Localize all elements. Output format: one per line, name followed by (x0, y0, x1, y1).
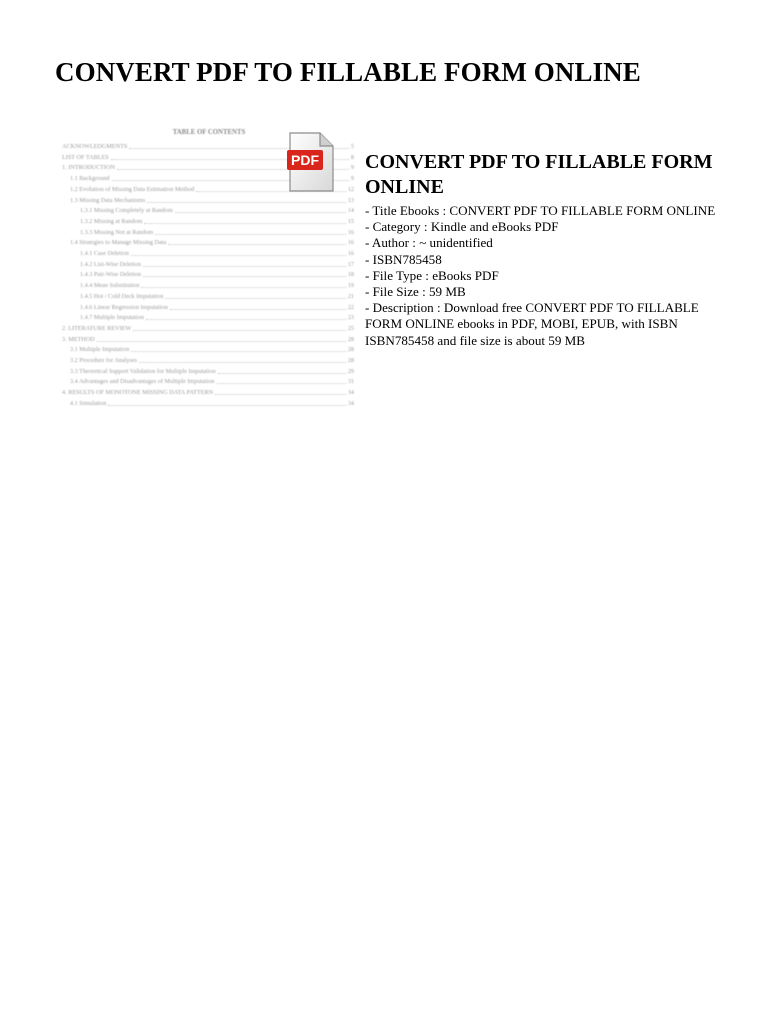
toc-entry-page: 23 (347, 314, 354, 322)
toc-entry (70, 378, 354, 386)
toc-entry (80, 271, 354, 279)
toc-dot-leader (168, 244, 346, 245)
toc-entry-label: 3.4 Advantages and Disadvantages of Multiple Imputation (70, 378, 215, 386)
toc-entry-label: 3.2 Procedure for Analyses (70, 357, 138, 364)
page-title: CONVERT PDF TO FILLABLE FORM ONLINE (55, 57, 641, 87)
toc-entry-page: 22 (347, 303, 354, 311)
pdf-label: PDF (291, 152, 319, 168)
toc-entry-page: 28 (347, 335, 354, 343)
toc-entry-page: 29 (347, 367, 354, 375)
toc-dot-leader (143, 266, 346, 267)
toc-entry-label: 2. LITERATURE REVIEW (62, 324, 132, 332)
toc-entry-label: 1.3 Missing Data Mechanisms (70, 196, 146, 204)
toc-entry-label: 1.4.4 Mean Substitution (80, 282, 140, 290)
toc-entry (80, 229, 354, 237)
toc-entry-label: 3.1 Multiple Imputation (70, 346, 130, 354)
toc-entry-page: 25 (347, 324, 354, 332)
toc-entry-page: 17 (347, 260, 354, 268)
toc-heading: TABLE OF CONTENTS (172, 129, 246, 136)
pdf-file-icon (286, 132, 336, 194)
toc-entry-label: 1.4.1 Case Deletion (80, 250, 129, 257)
toc-dot-leader (108, 405, 345, 406)
toc-entry-label: 1.3.1 Missing Completely at Random (80, 207, 173, 215)
toc-entry-page: 28 (347, 346, 354, 354)
toc-entry-page: 16 (347, 239, 354, 247)
toc-dot-leader (144, 223, 345, 224)
toc-entry (62, 389, 354, 397)
toc-entry-page: 18 (347, 271, 354, 279)
toc-dot-leader (146, 319, 346, 320)
toc-entry-label: 4. RESULTS OF MONOTONE MISSING DATA PATTERN (62, 389, 214, 397)
toc-dot-leader (131, 255, 346, 256)
meta-isbn: - ISBN785458 (365, 251, 442, 267)
toc-dot-leader (218, 373, 346, 374)
toc-entry (62, 325, 354, 333)
toc-entry-page: 19 (347, 282, 354, 290)
toc-entry-page: 13 (347, 196, 354, 204)
toc-entry-page: 21 (347, 292, 354, 300)
meta-description: - Description : Download free CONVERT PDF TO FILLABLE FORM ONLINE ebooks in PDF, MOBI, EPUB, with ISBN ISBN785458 and file size is about 59 MB (365, 300, 699, 348)
toc-entry (70, 197, 354, 205)
toc-entry (70, 357, 354, 365)
toc-entry-label: ACKNOWLEDGMENTS (62, 143, 128, 150)
toc-dot-leader (139, 362, 346, 363)
toc-dot-leader (97, 341, 346, 342)
meta-category: - Category : Kindle and eBooks PDF (365, 219, 559, 235)
toc-entry-page: 12 (347, 185, 354, 193)
toc-entry-label: 3.3 Theoretical Support Validation for Multiple Imputation (70, 367, 216, 375)
toc-entry-page: 28 (347, 357, 354, 364)
toc-entry-label: 1.4.2 List-Wise Deletion (80, 260, 141, 268)
toc-entry (80, 207, 354, 215)
toc-dot-leader (141, 287, 345, 288)
toc-entry-label: 1.3.2 Missing at Random (80, 217, 143, 225)
ebook-title: CONVERT PDF TO FILLABLE FORM ONLINE (365, 151, 713, 198)
toc-entry (70, 346, 354, 354)
toc-entry-page: 14 (347, 207, 354, 215)
toc-entry (80, 250, 354, 258)
toc-dot-leader (155, 234, 346, 235)
ebook-info-panel (365, 150, 725, 349)
meta-file-type: - File Type : eBooks PDF (365, 267, 499, 283)
toc-entry (80, 282, 354, 290)
toc-entry-label: 3. METHOD (62, 335, 95, 343)
toc-entry-label: 1.4.7 Multiple Imputation (80, 314, 144, 322)
meta-file-size: - File Size : 59 MB (365, 284, 466, 300)
toc-entry-page: 34 (347, 399, 354, 407)
toc-dot-leader (133, 330, 346, 331)
toc-dot-leader (143, 276, 346, 277)
toc-entry-page: 34 (347, 389, 354, 397)
toc-entry-label: 1.2 Evolution of Missing Data Estimation Method (70, 185, 195, 193)
toc-entry-label: 1.1 Background (70, 175, 110, 183)
toc-entry-label: 1.4.5 Hot / Cold Deck Imputation (80, 292, 164, 300)
toc-dot-leader (147, 202, 346, 203)
toc-entry-label: 1.3.3 Missing Not at Random (80, 228, 154, 236)
toc-entry (80, 293, 354, 301)
toc-entry-page: 15 (347, 217, 354, 225)
toc-dot-leader (170, 309, 346, 310)
toc-entry-page: 5 (350, 143, 354, 150)
toc-dot-leader (175, 212, 346, 213)
toc-entry-label: 1.4 Strategies to Manage Missing Data (70, 239, 167, 247)
toc-entry (70, 368, 354, 376)
toc-dot-leader (165, 298, 345, 299)
meta-author: - Author : ~ unidentified (365, 235, 493, 251)
toc-dot-leader (217, 383, 346, 384)
toc-entry-page: 8 (350, 153, 354, 161)
toc-entry-label: 1.4.3 Pair-Wise Deletion (80, 271, 142, 279)
toc-entry-page: 16 (347, 250, 354, 257)
toc-entry (80, 261, 354, 269)
toc-entry-label: 1. INTRODUCTION (62, 164, 115, 172)
toc-dot-leader (215, 394, 346, 395)
toc-entry (70, 239, 354, 247)
toc-entry (70, 400, 354, 408)
toc-entry (80, 218, 354, 226)
toc-entry-label: LIST OF TABLES (62, 153, 109, 161)
toc-entry-page: 16 (347, 228, 354, 236)
ebook-meta-list (365, 203, 725, 349)
toc-dot-leader (131, 351, 346, 352)
toc-entry (80, 314, 354, 322)
toc-entry (62, 336, 354, 344)
toc-entry-page: 9 (350, 175, 354, 183)
toc-entry-page: 31 (347, 378, 354, 386)
toc-entry (80, 304, 354, 312)
toc-entry-label: 4.1 Simulation (70, 399, 107, 407)
toc-entry-label: 1.4.6 Linear Regression Imputation (80, 303, 168, 311)
toc-entry-page: 9 (350, 164, 354, 172)
meta-title: - Title Ebooks : CONVERT PDF TO FILLABLE FORM ONLINE (365, 203, 716, 218)
